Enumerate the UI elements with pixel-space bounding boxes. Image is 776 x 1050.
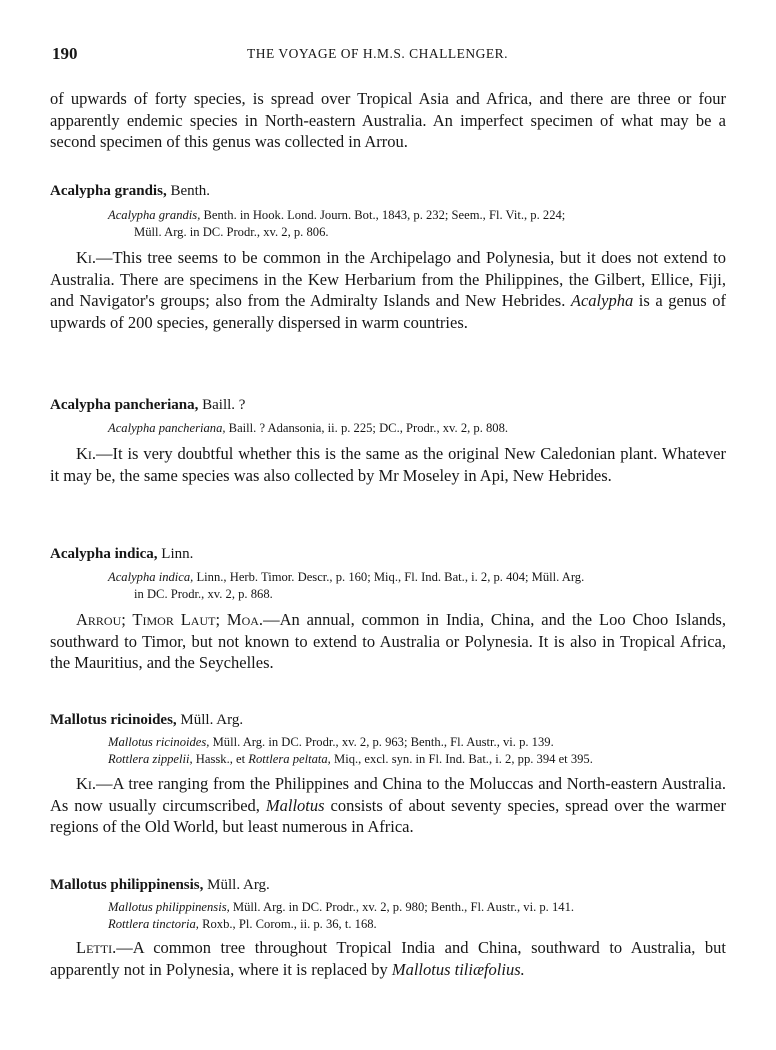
synonym-name: Acalypha grandis, <box>108 208 201 222</box>
synonym-name-second: Rottlera peltata, <box>248 752 331 766</box>
synonym-reference: Roxb., Pl. Corom., ii. p. 36, t. 168. <box>198 917 377 931</box>
species-authority: Baill. ? <box>198 397 246 413</box>
species-name: Acalypha indica, <box>50 546 158 562</box>
synonym-reference: Linn., Herb. Timor. Descr., p. 160; Miq., Fl. Ind. Bat., i. 2, p. 404; Müll. Arg. <box>193 570 585 584</box>
synonym-citation <box>108 207 728 241</box>
page-header <box>52 44 728 68</box>
species-description <box>50 247 726 333</box>
species-description <box>50 443 726 486</box>
description-text-continued: consists of about seventy species, spread over the warmer regions of the Old World, but least numerous in Africa. <box>50 795 727 836</box>
synonym-reference: Müll. Arg. in DC. Prodr., xv. 2, p. 963; Benth., Fl. Austr., vi. p. 139. <box>209 735 554 749</box>
description-text: —A tree ranging from the Philippines and China to the Moluccas and North-eastern Australia. As now usually circumscribed, <box>50 774 726 815</box>
species-authority: Müll. Arg. <box>203 877 270 893</box>
synonym-reference: Baill. ? Adansonia, ii. p. 225; DC., Prodr., xv. 2, p. 808. <box>225 421 509 435</box>
locality: Ki. <box>76 248 97 267</box>
species-heading <box>50 397 245 414</box>
synonym-name: Mallotus philippinensis, <box>108 900 230 914</box>
species-name: Acalypha grandis, <box>50 183 167 199</box>
genus-italic: Acalypha <box>570 291 634 310</box>
species-italic: Mallotus tiliæfolius. <box>391 959 525 979</box>
description-text-continued: is a genus of upwards of 200 species, generally dispersed in warm countries. <box>50 291 726 332</box>
species-heading <box>50 877 270 894</box>
species-heading <box>50 546 193 563</box>
species-description <box>50 609 726 674</box>
species-authority: Benth. <box>166 183 211 199</box>
description-text: —This tree seems to be common in the Archipelago and Polynesia, but it does not extend to Australia. There are specimens in the Kew Herbarium from the Philippines, the Gilbert, Ellice, Fiji, and Navigator's groups; also from the Admiralty Islands and New Hebrides. <box>50 248 726 310</box>
locality: Ki. <box>76 444 97 463</box>
locality: Letti. <box>76 938 117 957</box>
species-authority: Linn. <box>157 546 194 562</box>
species-heading <box>50 712 243 729</box>
synonym-name: Rottlera tinctoria, <box>108 917 199 931</box>
genus-italic: Mallotus <box>265 795 325 815</box>
synonym-citation <box>108 899 728 916</box>
synonym-citation <box>108 734 728 751</box>
species-description <box>50 773 726 838</box>
synonym-name: Acalypha indica, <box>108 570 194 584</box>
synonym-name: Acalypha pancheriana, <box>108 421 226 435</box>
description-text: —A common tree throughout Tropical India and China, southward to Australia, but apparently not in Polynesia, where it is replaced by <box>50 938 726 979</box>
synonym-citation <box>108 916 728 933</box>
synonym-reference-continued: in DC. Prodr., xv. 2, p. 868. <box>134 587 273 601</box>
intro-paragraph: of upwards of forty species, is spread over Tropical Asia and Africa, and there are three or four apparently endemic species in North-eastern Australia. An imperfect specimen of what may be a second specimen of this genus was collected in Arrou. <box>50 89 726 151</box>
synonym-reference-second: Miq., excl. syn. in Fl. Ind. Bat., i. 2, pp. 394 et 395. <box>330 752 593 766</box>
synonym-citation <box>108 751 728 768</box>
species-heading <box>50 183 210 200</box>
locality: Ki. <box>76 774 97 793</box>
synonym-citation <box>108 420 728 437</box>
synonym-reference-continued: Müll. Arg. in DC. Prodr., xv. 2, p. 806. <box>134 225 329 239</box>
synonym-name: Mallotus ricinoides, <box>108 735 210 749</box>
synonym-name: Rottlera zippelii, <box>108 752 193 766</box>
description-text: —It is very doubtful whether this is the same as the original New Caledonian plant. Whatever it may be, the same species was also collected by Mr Moseley in Api, New Hebrides. <box>50 444 726 485</box>
species-name: Mallotus philippinensis, <box>50 877 204 893</box>
synonym-reference: Hassk., et <box>192 752 249 766</box>
species-authority: Müll. Arg. <box>176 712 244 728</box>
synonym-reference: Müll. Arg. in DC. Prodr., xv. 2, p. 980; Benth., Fl. Austr., vi. p. 141. <box>229 900 575 914</box>
species-name: Acalypha pancheriana, <box>50 397 199 413</box>
species-description <box>50 937 726 980</box>
species-name: Mallotus ricinoides, <box>50 712 177 728</box>
page-number: 190 <box>52 44 78 63</box>
synonym-citation <box>108 569 728 603</box>
description-text: —An annual, common in India, China, and the Loo Choo Islands, southward to Timor, but not known to extend to Australia or Polynesia. It is also in Tropical Africa, the Mauritius, and the Seychelles. <box>50 610 726 672</box>
running-title: THE VOYAGE OF H.M.S. CHALLENGER. <box>247 46 509 61</box>
synonym-reference: Benth. in Hook. Lond. Journ. Bot., 1843, p. 232; Seem., Fl. Vit., p. 224; <box>200 208 566 222</box>
locality: Arrou; Timor Laut; Moa. <box>76 610 264 629</box>
